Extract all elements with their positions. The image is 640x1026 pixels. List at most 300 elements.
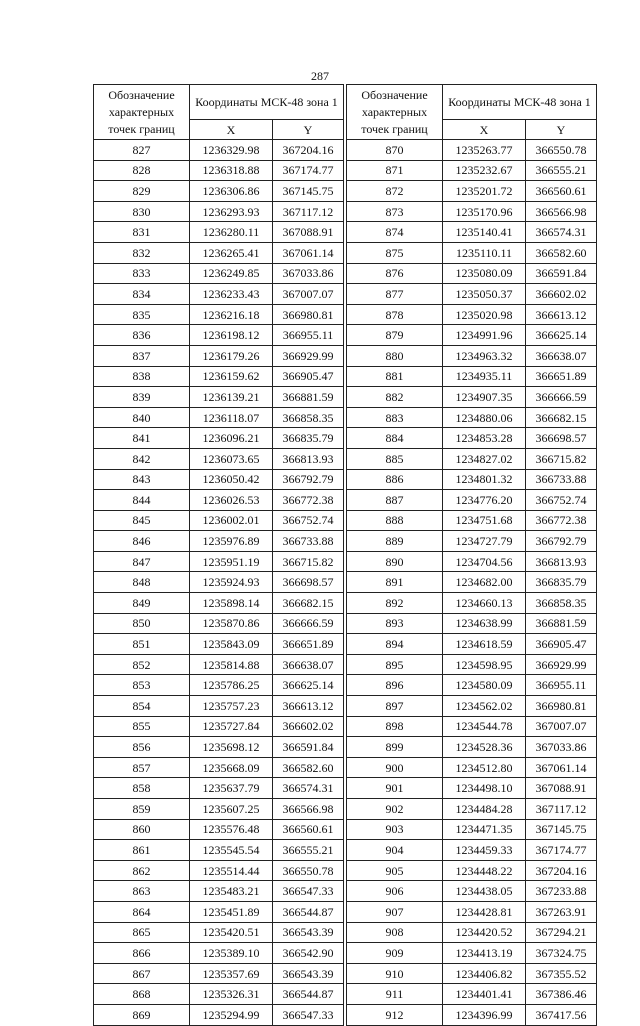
y-coordinate-cell: 366813.93 — [526, 551, 597, 572]
point-number-cell: 900 — [347, 757, 443, 778]
x-coordinate-cell: 1234727.79 — [443, 531, 526, 552]
table-row — [347, 737, 597, 758]
x-coordinate-cell: 1234638.99 — [443, 613, 526, 634]
table-row — [94, 840, 344, 861]
table-row — [94, 819, 344, 840]
table-row — [347, 881, 597, 902]
x-coordinate-cell: 1236050.42 — [190, 469, 273, 490]
point-number-cell: 905 — [347, 860, 443, 881]
y-coordinate-cell: 366929.99 — [273, 345, 344, 366]
y-coordinate-cell: 366666.59 — [526, 387, 597, 408]
point-number-cell: 875 — [347, 242, 443, 263]
table-body-left — [94, 140, 344, 1026]
x-coordinate-cell: 1234991.96 — [443, 325, 526, 346]
table-row — [347, 387, 597, 408]
y-coordinate-cell: 367145.75 — [273, 181, 344, 202]
x-coordinate-cell: 1234704.56 — [443, 551, 526, 572]
table-row — [347, 181, 597, 202]
table-body-right — [347, 140, 597, 1026]
x-coordinate-cell: 1235140.41 — [443, 222, 526, 243]
y-coordinate-cell: 366682.15 — [273, 593, 344, 614]
table-row — [94, 799, 344, 820]
table-row — [94, 551, 344, 572]
x-coordinate-cell: 1236318.88 — [190, 160, 273, 181]
x-coordinate-cell: 1235294.99 — [190, 1004, 273, 1025]
table-row — [347, 304, 597, 325]
y-coordinate-cell: 366566.98 — [273, 799, 344, 820]
y-coordinate-cell: 366544.87 — [273, 901, 344, 922]
table-row — [94, 737, 344, 758]
point-number-cell: 906 — [347, 881, 443, 902]
point-number-cell: 897 — [347, 696, 443, 717]
point-number-cell: 904 — [347, 840, 443, 861]
x-coordinate-cell: 1234396.99 — [443, 1004, 526, 1025]
x-coordinate-cell: 1235843.09 — [190, 634, 273, 655]
table-row — [347, 778, 597, 799]
y-coordinate-cell: 366651.89 — [273, 634, 344, 655]
x-coordinate-cell: 1235976.89 — [190, 531, 273, 552]
point-number-cell: 840 — [94, 407, 190, 428]
table-row — [94, 881, 344, 902]
table-row — [347, 160, 597, 181]
table-row — [94, 407, 344, 428]
point-number-cell: 887 — [347, 490, 443, 511]
table-row — [94, 387, 344, 408]
table-row — [94, 675, 344, 696]
table-row — [347, 922, 597, 943]
x-coordinate-cell: 1235757.23 — [190, 696, 273, 717]
coordinates-table-left — [93, 84, 344, 1026]
point-number-cell: 851 — [94, 634, 190, 655]
point-number-cell: 878 — [347, 304, 443, 325]
y-coordinate-cell: 366881.59 — [273, 387, 344, 408]
point-number-cell: 867 — [94, 963, 190, 984]
point-number-cell: 907 — [347, 901, 443, 922]
table-row — [94, 757, 344, 778]
table-row — [347, 448, 597, 469]
x-coordinate-cell: 1236118.07 — [190, 407, 273, 428]
table-row — [347, 696, 597, 717]
x-coordinate-cell: 1234935.11 — [443, 366, 526, 387]
x-coordinate-cell: 1235420.51 — [190, 922, 273, 943]
table-row — [347, 654, 597, 675]
table-row — [347, 345, 597, 366]
y-coordinate-cell: 366980.81 — [273, 304, 344, 325]
x-coordinate-cell: 1235110.11 — [443, 242, 526, 263]
x-coordinate-cell: 1234428.81 — [443, 901, 526, 922]
x-coordinate-cell: 1235668.09 — [190, 757, 273, 778]
page-number: 287 — [311, 69, 329, 83]
table-row — [94, 263, 344, 284]
y-coordinate-cell: 366715.82 — [273, 551, 344, 572]
x-coordinate-cell: 1234528.36 — [443, 737, 526, 758]
x-coordinate-cell: 1235545.54 — [190, 840, 273, 861]
y-coordinate-cell: 366591.84 — [273, 737, 344, 758]
y-coordinate-cell: 367355.52 — [526, 963, 597, 984]
y-coordinate-cell: 366955.11 — [273, 325, 344, 346]
x-coordinate-cell: 1234853.28 — [443, 428, 526, 449]
point-number-cell: 883 — [347, 407, 443, 428]
table-row — [94, 490, 344, 511]
table-row — [347, 963, 597, 984]
x-coordinate-cell: 1236026.53 — [190, 490, 273, 511]
x-coordinate-cell: 1236306.86 — [190, 181, 273, 202]
point-number-cell: 911 — [347, 984, 443, 1005]
point-number-cell: 827 — [94, 140, 190, 161]
point-number-cell: 863 — [94, 881, 190, 902]
point-number-cell: 866 — [94, 943, 190, 964]
x-coordinate-cell: 1235326.31 — [190, 984, 273, 1005]
x-coordinate-cell: 1235698.12 — [190, 737, 273, 758]
point-number-cell: 871 — [347, 160, 443, 181]
y-coordinate-cell: 366835.79 — [526, 572, 597, 593]
point-number-cell: 870 — [347, 140, 443, 161]
coordinates-header: Координаты МСК-48 зона 1 — [190, 85, 344, 120]
point-number-cell: 839 — [94, 387, 190, 408]
y-coordinate-cell: 367007.07 — [273, 284, 344, 305]
x-coordinate-cell: 1235607.25 — [190, 799, 273, 820]
x-coordinate-cell: 1235263.77 — [443, 140, 526, 161]
y-coordinate-cell: 366582.60 — [526, 242, 597, 263]
table-row — [347, 901, 597, 922]
y-coordinate-cell: 366638.07 — [273, 654, 344, 675]
point-number-cell: 910 — [347, 963, 443, 984]
y-coordinate-cell: 366955.11 — [526, 675, 597, 696]
y-coordinate-cell: 366625.14 — [526, 325, 597, 346]
y-coordinate-cell: 366582.60 — [273, 757, 344, 778]
table-row — [347, 140, 597, 161]
point-number-cell: 891 — [347, 572, 443, 593]
table-row — [94, 201, 344, 222]
x-coordinate-cell: 1235080.09 — [443, 263, 526, 284]
table-row — [347, 860, 597, 881]
y-coordinate-cell: 366555.21 — [526, 160, 597, 181]
point-designation-header: Обозначение характерных точек границ — [94, 85, 190, 140]
point-number-cell: 842 — [94, 448, 190, 469]
x-coordinate-cell: 1235898.14 — [190, 593, 273, 614]
table-row — [347, 799, 597, 820]
point-number-cell: 901 — [347, 778, 443, 799]
table-row — [347, 222, 597, 243]
x-coordinate-cell: 1234618.59 — [443, 634, 526, 655]
y-coordinate-cell: 366792.79 — [526, 531, 597, 552]
y-column-header: Y — [273, 120, 344, 140]
table-row — [347, 428, 597, 449]
y-coordinate-cell: 366772.38 — [526, 510, 597, 531]
table-row — [94, 901, 344, 922]
y-coordinate-cell: 366555.21 — [273, 840, 344, 861]
x-column-header: X — [443, 120, 526, 140]
point-number-cell: 845 — [94, 510, 190, 531]
x-coordinate-cell: 1234562.02 — [443, 696, 526, 717]
table-row — [94, 860, 344, 881]
point-number-cell: 912 — [347, 1004, 443, 1025]
table-row — [94, 531, 344, 552]
x-coordinate-cell: 1234512.80 — [443, 757, 526, 778]
y-coordinate-cell: 366613.12 — [273, 696, 344, 717]
point-number-cell: 880 — [347, 345, 443, 366]
x-coordinate-cell: 1234401.41 — [443, 984, 526, 1005]
table-row — [347, 242, 597, 263]
y-coordinate-cell: 366638.07 — [526, 345, 597, 366]
x-coordinate-cell: 1236139.21 — [190, 387, 273, 408]
table-row — [94, 654, 344, 675]
x-coordinate-cell: 1235170.96 — [443, 201, 526, 222]
y-coordinate-cell: 367174.77 — [273, 160, 344, 181]
x-coordinate-cell: 1236329.98 — [190, 140, 273, 161]
table-row — [94, 222, 344, 243]
point-number-cell: 874 — [347, 222, 443, 243]
table-row — [347, 613, 597, 634]
table-row — [94, 428, 344, 449]
table-row — [347, 984, 597, 1005]
point-number-cell: 909 — [347, 943, 443, 964]
x-coordinate-cell: 1234420.52 — [443, 922, 526, 943]
table-row — [347, 943, 597, 964]
table-row — [94, 943, 344, 964]
x-coordinate-cell: 1234598.95 — [443, 654, 526, 675]
x-coordinate-cell: 1235050.37 — [443, 284, 526, 305]
y-coordinate-cell: 366543.39 — [273, 963, 344, 984]
y-coordinate-cell: 366574.31 — [273, 778, 344, 799]
x-coordinate-cell: 1235814.88 — [190, 654, 273, 675]
point-number-cell: 896 — [347, 675, 443, 696]
x-coordinate-cell: 1234438.05 — [443, 881, 526, 902]
y-coordinate-cell: 367061.14 — [526, 757, 597, 778]
point-number-cell: 873 — [347, 201, 443, 222]
x-coordinate-cell: 1234544.78 — [443, 716, 526, 737]
table-row — [347, 634, 597, 655]
point-number-cell: 898 — [347, 716, 443, 737]
y-coordinate-cell: 367263.91 — [526, 901, 597, 922]
table-row — [94, 304, 344, 325]
y-coordinate-cell: 366858.35 — [273, 407, 344, 428]
y-coordinate-cell: 366550.78 — [526, 140, 597, 161]
y-coordinate-cell: 366733.88 — [526, 469, 597, 490]
point-number-cell: 865 — [94, 922, 190, 943]
x-coordinate-cell: 1235232.67 — [443, 160, 526, 181]
point-number-cell: 862 — [94, 860, 190, 881]
point-number-cell: 895 — [347, 654, 443, 675]
coordinates-table-right — [346, 84, 597, 1026]
point-number-cell: 908 — [347, 922, 443, 943]
x-coordinate-cell: 1235637.79 — [190, 778, 273, 799]
table-row — [347, 469, 597, 490]
point-number-cell: 857 — [94, 757, 190, 778]
x-coordinate-cell: 1236002.01 — [190, 510, 273, 531]
x-coordinate-cell: 1235201.72 — [443, 181, 526, 202]
point-number-cell: 903 — [347, 819, 443, 840]
x-coordinate-cell: 1234413.19 — [443, 943, 526, 964]
y-coordinate-cell: 366905.47 — [273, 366, 344, 387]
table-row — [94, 716, 344, 737]
x-coordinate-cell: 1234907.35 — [443, 387, 526, 408]
y-coordinate-cell: 367417.56 — [526, 1004, 597, 1025]
y-coordinate-cell: 367088.91 — [273, 222, 344, 243]
table-row — [94, 181, 344, 202]
point-number-cell: 835 — [94, 304, 190, 325]
table-row — [347, 593, 597, 614]
point-number-cell: 831 — [94, 222, 190, 243]
x-coordinate-cell: 1235357.69 — [190, 963, 273, 984]
point-number-cell: 834 — [94, 284, 190, 305]
point-number-cell: 868 — [94, 984, 190, 1005]
point-number-cell: 850 — [94, 613, 190, 634]
point-number-cell: 860 — [94, 819, 190, 840]
table-row — [347, 551, 597, 572]
point-number-cell: 837 — [94, 345, 190, 366]
point-number-cell: 843 — [94, 469, 190, 490]
x-coordinate-cell: 1235727.84 — [190, 716, 273, 737]
x-coordinate-cell: 1235514.44 — [190, 860, 273, 881]
point-number-cell: 852 — [94, 654, 190, 675]
point-number-cell: 844 — [94, 490, 190, 511]
point-number-cell: 881 — [347, 366, 443, 387]
y-coordinate-cell: 366752.74 — [526, 490, 597, 511]
point-number-cell: 882 — [347, 387, 443, 408]
y-coordinate-cell: 367007.07 — [526, 716, 597, 737]
x-coordinate-cell: 1236159.62 — [190, 366, 273, 387]
table-row — [94, 778, 344, 799]
point-number-cell: 892 — [347, 593, 443, 614]
x-coordinate-cell: 1236280.11 — [190, 222, 273, 243]
point-number-cell: 829 — [94, 181, 190, 202]
y-coordinate-cell: 366980.81 — [526, 696, 597, 717]
y-coordinate-cell: 366550.78 — [273, 860, 344, 881]
point-number-cell: 902 — [347, 799, 443, 820]
table-row — [94, 634, 344, 655]
x-coordinate-cell: 1234801.32 — [443, 469, 526, 490]
point-number-cell: 846 — [94, 531, 190, 552]
y-coordinate-cell: 366835.79 — [273, 428, 344, 449]
point-number-cell: 853 — [94, 675, 190, 696]
table-row — [347, 284, 597, 305]
table-row — [94, 696, 344, 717]
table-row — [347, 201, 597, 222]
y-coordinate-cell: 366560.61 — [526, 181, 597, 202]
point-number-cell: 858 — [94, 778, 190, 799]
point-number-cell: 848 — [94, 572, 190, 593]
y-coordinate-cell: 367233.88 — [526, 881, 597, 902]
x-coordinate-cell: 1234880.06 — [443, 407, 526, 428]
table-row — [94, 160, 344, 181]
point-number-cell: 888 — [347, 510, 443, 531]
y-coordinate-cell: 366881.59 — [526, 613, 597, 634]
y-coordinate-cell: 367061.14 — [273, 242, 344, 263]
x-coordinate-cell: 1234484.28 — [443, 799, 526, 820]
table-row — [347, 675, 597, 696]
y-coordinate-cell: 366547.33 — [273, 1004, 344, 1025]
y-coordinate-cell: 367204.16 — [526, 860, 597, 881]
point-number-cell: 899 — [347, 737, 443, 758]
table-row — [347, 840, 597, 861]
x-coordinate-cell: 1234459.33 — [443, 840, 526, 861]
x-coordinate-cell: 1234448.22 — [443, 860, 526, 881]
y-coordinate-cell: 367033.86 — [273, 263, 344, 284]
y-coordinate-cell: 366651.89 — [526, 366, 597, 387]
table-row — [347, 510, 597, 531]
table-row — [94, 345, 344, 366]
point-number-cell: 861 — [94, 840, 190, 861]
table-row — [94, 366, 344, 387]
y-coordinate-cell: 366591.84 — [526, 263, 597, 284]
point-number-cell: 872 — [347, 181, 443, 202]
x-coordinate-cell: 1234406.82 — [443, 963, 526, 984]
table-row — [347, 325, 597, 346]
y-coordinate-cell: 366625.14 — [273, 675, 344, 696]
table-row — [94, 572, 344, 593]
point-number-cell: 855 — [94, 716, 190, 737]
table-row — [347, 819, 597, 840]
x-coordinate-cell: 1236073.65 — [190, 448, 273, 469]
y-coordinate-cell: 367117.12 — [526, 799, 597, 820]
point-number-cell: 890 — [347, 551, 443, 572]
table-row — [347, 531, 597, 552]
point-number-cell: 869 — [94, 1004, 190, 1025]
table-row — [94, 922, 344, 943]
x-coordinate-cell: 1235389.10 — [190, 943, 273, 964]
y-coordinate-cell: 366613.12 — [526, 304, 597, 325]
point-number-cell: 856 — [94, 737, 190, 758]
y-coordinate-cell: 366574.31 — [526, 222, 597, 243]
table-row — [94, 593, 344, 614]
point-number-cell: 864 — [94, 901, 190, 922]
x-coordinate-cell: 1234827.02 — [443, 448, 526, 469]
y-coordinate-cell: 366772.38 — [273, 490, 344, 511]
y-coordinate-cell: 366733.88 — [273, 531, 344, 552]
point-number-cell: 885 — [347, 448, 443, 469]
point-number-cell: 841 — [94, 428, 190, 449]
y-coordinate-cell: 366666.59 — [273, 613, 344, 634]
y-column-header: Y — [526, 120, 597, 140]
table-row — [94, 963, 344, 984]
point-number-cell: 828 — [94, 160, 190, 181]
y-coordinate-cell: 367294.21 — [526, 922, 597, 943]
y-coordinate-cell: 367145.75 — [526, 819, 597, 840]
y-coordinate-cell: 366602.02 — [526, 284, 597, 305]
point-number-cell: 876 — [347, 263, 443, 284]
x-coordinate-cell: 1235483.21 — [190, 881, 273, 902]
y-coordinate-cell: 367088.91 — [526, 778, 597, 799]
y-coordinate-cell: 366858.35 — [526, 593, 597, 614]
x-coordinate-cell: 1235020.98 — [443, 304, 526, 325]
x-column-header: X — [190, 120, 273, 140]
y-coordinate-cell: 367174.77 — [526, 840, 597, 861]
point-number-cell: 832 — [94, 242, 190, 263]
y-coordinate-cell: 366547.33 — [273, 881, 344, 902]
table-row — [94, 140, 344, 161]
x-coordinate-cell: 1235576.48 — [190, 819, 273, 840]
point-number-cell: 849 — [94, 593, 190, 614]
y-coordinate-cell: 366544.87 — [273, 984, 344, 1005]
table-row — [94, 242, 344, 263]
x-coordinate-cell: 1236233.43 — [190, 284, 273, 305]
y-coordinate-cell: 367386.46 — [526, 984, 597, 1005]
point-number-cell: 859 — [94, 799, 190, 820]
y-coordinate-cell: 366792.79 — [273, 469, 344, 490]
y-coordinate-cell: 366602.02 — [273, 716, 344, 737]
point-number-cell: 854 — [94, 696, 190, 717]
x-coordinate-cell: 1234471.35 — [443, 819, 526, 840]
y-coordinate-cell: 367117.12 — [273, 201, 344, 222]
coordinates-header: Координаты МСК-48 зона 1 — [443, 85, 597, 120]
point-number-cell: 893 — [347, 613, 443, 634]
x-coordinate-cell: 1234776.20 — [443, 490, 526, 511]
x-coordinate-cell: 1235451.89 — [190, 901, 273, 922]
point-number-cell: 877 — [347, 284, 443, 305]
point-number-cell: 838 — [94, 366, 190, 387]
point-number-cell: 836 — [94, 325, 190, 346]
